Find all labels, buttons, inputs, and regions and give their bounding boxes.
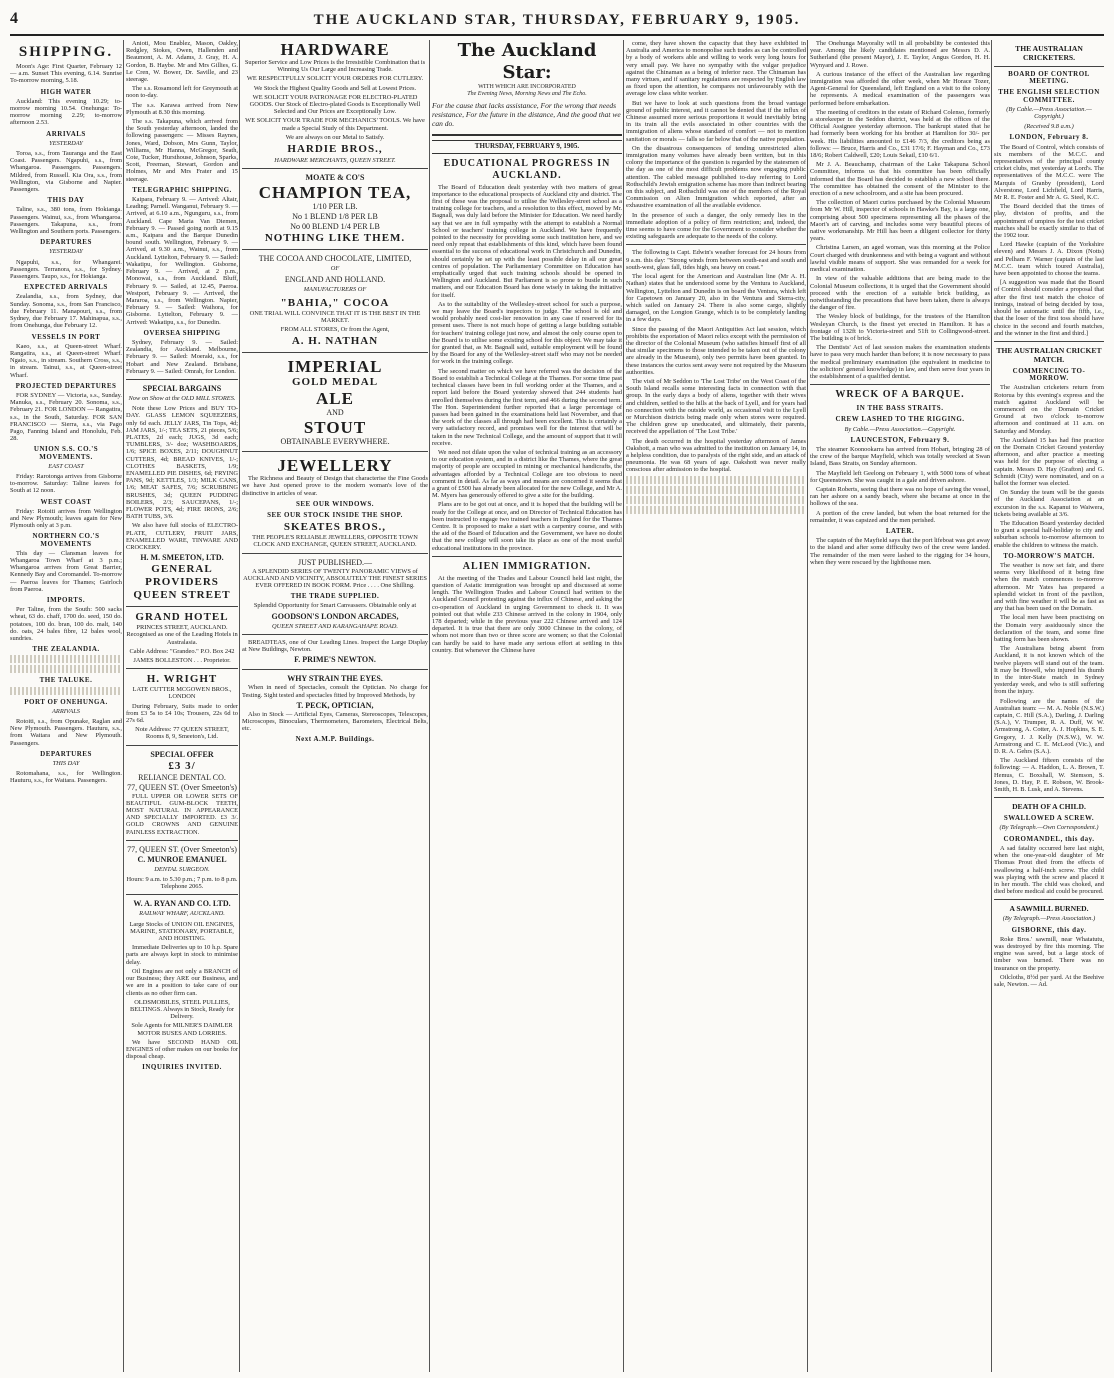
column-advertisements <box>242 40 428 1372</box>
later-heading: LATER. <box>885 526 915 535</box>
skeates-line: THE PEOPLE'S RELIABLE JEWELLERS, OPPOSITE TOWN CLOCK AND EXCHANGE, QUEEN STREET, AUCKLAND. <box>252 534 418 549</box>
sawmill-para: Roke Bros.' sawmill, near Whatatutu, was destroyed by fire this morning. The engine was saved, but a large stock of timber was burned. There was no insurance on the property. <box>994 935 1104 972</box>
jewellery-sub: SEE OUR WINDOWS. <box>295 499 375 508</box>
optician-name: T. PECK, OPTICIAN, <box>296 700 374 710</box>
divider <box>242 168 428 169</box>
death-dateline: COROMANDEL, this day. <box>1003 834 1095 843</box>
this-day-heading: THIS DAY <box>47 196 85 205</box>
star-tagline2: The Evening News, Morning News and The Echo. <box>467 91 587 98</box>
moate-blend2: No 00 BLEND 1/4 PER LB <box>290 222 380 232</box>
high-water-heading: HIGH WATER <box>40 87 92 96</box>
offer-name: RELIANCE DENTAL CO. <box>138 772 226 782</box>
moate-champion: CHAMPION TEA, <box>258 183 412 203</box>
shipping-note: The s.s. Takapuna, which arrived from the South yesterday afternoon, landed the following passengers: — Misses Raynes, Jones, Ward, Dobson, Mrs Gunn, Taylor, Williams, Mr Hanna, McGregor, Seath, Cote, Tucker, Hursthouse, Johnson, Sparks, Scott, Freeman, Stewart, Gordon and Holmes, Mr and Mrs Frater and 15 steerage. <box>126 118 238 183</box>
canvassers-text: Splendid Opportunity for Smart Canvassers. Obtainable only at <box>253 602 417 610</box>
news-para: come, they have shown the capacity that they have exhibited in Australia and America to monopolise such trades as can be controlled by a body of workers able and willing to work very long hours for very small pay. We have no sympathy with the vulgar prejudice against the Chinaman as a being of inferior race. The Chinaman has many virtues, and if sanitary regulations are respected by English law as fixed upon the attention, he compares not unfavourably with the average low class white worker. <box>626 40 806 98</box>
wreck-para: A portion of the crew landed, but when the boat returned for the remainder, it was capsized and the men perished. <box>810 509 990 524</box>
death-para: A sad fatality occurred here last night, when the one-year-old daughter of Mr Thomas Prout died from the effects of swallowing a half-inch screw. The child was playing with the screw and placed it in her mouth. The child was choked, and died before medical aid could be procured. <box>994 844 1104 896</box>
column-rule <box>239 40 240 1372</box>
london-dateline: LONDON, February 8. <box>1009 133 1089 142</box>
cocoa-makers: MANUFACTURERS OF <box>303 286 367 294</box>
west-coast-text: Friday: Rotoiti arrives from Wellington and New Plymouth; leaves again for New Plymouth only at 3 p.m. <box>10 507 122 530</box>
hardware-text: Superior Service and Low Prices is the Irresistible Combination that is Winning Us Our Large and Increasing Trade. <box>244 59 426 74</box>
hotel-cable: Cable Address: "Grandeo." P.O. Box 242 <box>129 647 235 655</box>
news-para: The collection of Maori curios purchased by the Colonial Museum from Mr W. Hill, inspector of schools in Hawke's Bay, is a large one, comprising about 500 specimens representing all the phases of the Maori's art of carving, and includes some very beautiful pieces of native workmanship. Mr Hill has been a diligent collector for thirty years. <box>810 199 990 243</box>
divider <box>994 66 1104 67</box>
munroe-address: 77, QUEEN ST. (Over Smeeton's) <box>127 844 237 854</box>
match-para: The Australian cricketers return from Rotorua by this evening's express and the match against Auckland will be commenced on the Domain Cricket Ground at two o'clock to-morrow afternoon and continued at 11 a.m. on Saturday and Monday. <box>994 384 1104 435</box>
ryan-name: W. A. RYAN AND CO. LTD. <box>133 899 231 909</box>
hardware-text6: We are always on our Metal to Satisfy. <box>285 133 385 141</box>
why-strain: WHY STRAIN THE EYES. <box>287 674 383 684</box>
smeeton-name: H. M. SMEETON, LTD. <box>140 553 224 563</box>
ryan-line: RAILWAY WHARF, AUCKLAND. <box>139 910 225 918</box>
projected-departures-heading: PROJECTED DEPARTURES <box>15 381 117 390</box>
trade-supplied: THE TRADE SUPPLIED. <box>290 592 380 601</box>
received-time: (Received 9.8 a.m.) <box>1024 123 1074 131</box>
cocoa-place: ENGLAND AND HOLLAND. <box>284 275 386 285</box>
hardie-name: HARDIE BROS., <box>287 143 383 156</box>
imperial-line2: GOLD MEDAL <box>291 376 379 389</box>
divider <box>126 606 238 607</box>
sawmill-heading: A SAWMILL BURNED. <box>1009 904 1089 914</box>
shipping-note: The s.s. Karawa arrived from New Plymouth at 8.30 this morning. <box>126 101 238 116</box>
projected-departures-text: FOR SYDNEY — Victoria, s.s., Sunday. Manuka, s.s., February 20. Sonoma, s.s., February 21. FOR LONDON — Rangatira, s.s., in the South, Saturday. FOR SAN FRANCISCO — Sierra, s.s., via Pago Pago, Fanning Island and Honolulu, Feb. 28. <box>10 391 122 443</box>
death-subheading: SWALLOWED A SCREW. <box>1003 814 1095 823</box>
cricketers-heading: THE AUSTRALIAN CRICKETERS. <box>1015 44 1083 62</box>
onehunga-text: Rotoiti, s.s., from Opunake, Raglan and New Plymouth. Passengers. Hauturu, s.s., from Waitara and New Plymouth. Passengers. <box>10 718 122 747</box>
divider <box>994 797 1104 798</box>
news-para: The visit of Mr Seddon to 'The Lost Tribe' on the West Coast of the South Island recalls some interesting facts in connection with that group. In the early days a body of aliens, together with their wives and children, settled to the hills at the back of Lyell, and for years had no connection with the outside world, as occasional visit to the Lyell or Murchison districts being made only when stores were required. The children grew up uneducated, and ultimately, their parents, received the appellation of 'The Lost Tribe.' <box>626 377 806 436</box>
goodson-address: QUEEN STREET AND KARANGAHAPE ROAD. <box>272 622 398 630</box>
onehunga-departures-sub: THIS DAY <box>52 760 80 768</box>
optician-text: Also in Stock — Artificial Eyes, Cameras, Stereoscopes, Telescopes, Microscopes, Binoculars, Thermometers, Barometers, Electrical Belts, etc. <box>242 710 428 733</box>
high-water-text: Auckland: This evening 10.29; to-morrow morning 10.54. Onehunga: To-morrow morning 2.29; to-morrow afternoon 2.53. <box>10 97 122 127</box>
hardware-text3: We Stock the Highest Quality Goods and Sell at Lowest Prices. <box>253 84 417 92</box>
newspaper-title: THE AUCKLAND STAR, THURSDAY, FEBRUARY 9, 1905. <box>313 12 801 28</box>
nathan-name: A. H. NATHAN <box>291 335 379 348</box>
wreck-para: The Mayfield left Geelong on February 1, with 5000 tons of wheat for Queenstown. She was caught in a gale and driven ashore. <box>810 469 990 484</box>
shipping-heading: SHIPPING. <box>18 44 114 60</box>
divider <box>126 894 238 895</box>
match-para: The Education Board yesterday decided to grant a special half-holiday to city and suburban schools to-morrow afternoon to enable the children to witness the match. <box>994 519 1104 549</box>
onehunga-subheading: ARRIVALS <box>52 707 80 715</box>
hotel-description: PRINCES STREET, AUCKLAND. Recognised as one of the Leading Hotels in Australasia. <box>126 624 238 646</box>
hardware-heading: HARDWARE <box>280 40 390 59</box>
column-rule <box>807 40 808 1372</box>
match-heading: THE AUSTRALIAN CRICKET MATCH. <box>996 345 1102 364</box>
death-credit: (By Telegraph.—Own Correspondent.) <box>999 824 1099 832</box>
northern-text: This day — Clansman leaves for Whangaroa Town Wharf at 3 p.m.; Whangaroa arrives from Great Barrier, Kennedy Bay and Coromandel. To-morrow — Paeroa leaves for Thames; Gairloch from Paeroa. <box>10 549 122 593</box>
board-heading: BOARD OF CONTROL MEETING. <box>1008 70 1090 86</box>
expected-arrivals-heading: EXPECTED ARRIVALS <box>24 283 108 292</box>
jewellery-heading: JEWELLERY <box>277 456 393 476</box>
smeeton-line2: PROVIDERS <box>145 576 219 589</box>
text-block <box>626 506 806 514</box>
column-rule <box>991 40 992 1372</box>
optician-address: Next A.M.P. Buildings. <box>295 735 375 744</box>
page-number: 4 <box>10 10 18 27</box>
wright-address: Note Address: 77 QUEEN STREET, Rooms 8, 9, Smeeton's, Ltd. <box>135 726 229 741</box>
departures-heading: DEPARTURES <box>40 238 92 247</box>
divider <box>626 244 806 245</box>
column-shipping-ads <box>126 40 238 1372</box>
text-block <box>10 687 122 695</box>
ryan-text2: Immediate Deliveries up to 10 h.p. Spare parts are always kept in stock to minimise delay. <box>126 944 238 966</box>
star-motto: For the cause that lacks assistance, For the wrong that needs resistance, For the future in the distance, And the good that we can do. <box>432 101 621 129</box>
expected-arrivals-text: Zealandia, s.s., from Sydney, due Sunday. Sonoma, s.s., from San Francisco, due February 11. Manapouri, s.s., from Sydney, due February 17. Mahinapua, s.s., from Onehunga, due February 12. <box>10 293 122 330</box>
news-para: In the presence of such a danger, the only remedy lies in the immediate adoption of a policy of firm restriction; and, indeed, the time seems to have come for the Government to consider whether the existing safeguards are adequate to the needs of the colony. <box>626 211 806 241</box>
oversea-shipping-text: Sydney, February 9. — Sailed: Zealandia, for Auckland. Melbourne, February 9. — Sailed: Moeraki, s.s., for Hobart and New Zealand. Brisbane, February 9. — Sailed: Omrah, for London. <box>126 338 238 375</box>
bahia-stores: FROM ALL STORES, Or from the Agent, <box>280 326 390 334</box>
cocoa-heading: THE COCOA AND CHOCOLATE, LIMITED, <box>258 254 412 264</box>
imperial-line5: STOUT <box>303 418 367 438</box>
education-para: We need not dilate upon the value of technical training as an accessory to our education system, and in a district like the Thames, where the great majority of people are occupied in mining or mechanical handicrafts, the advantages afforded by a Technical College are too obvious to need comment in detail. As far as ways and means are concerned it seems that a grant of £500 has already been allocated for the new College, and Mr A. M. Myers has generously offered to give a site for the building. <box>432 448 622 500</box>
moate-name: MOATE & CO'S <box>305 173 365 183</box>
wreck-subheading2: CREW LASHED TO THE RIGGING. <box>835 415 965 424</box>
column-cricket <box>994 40 1104 1372</box>
education-para: Plans are to be got out at once, and it is hoped that the building will be ready for the College at once, and on Director of Technical Education has been instructed to engage two trained teachers in England for the Thames Centre. It is proposed to make a start with a carpentry course, and with the aid of the Board of Education and the Government, we have no doubt that the new college will soon take its place as one of the most useful educational institutions in the province. <box>432 501 622 552</box>
this-day-text: Taline, s.s., 380 tons, from Hokianga. Passengers. Wainui, s.s., from Whangaroa. Passengers. Takapuna, s.s., from Wellington and Southern ports. Passengers. <box>10 206 122 236</box>
taluke-heading: THE TALUKE. <box>39 676 93 685</box>
news-para: The local agent for the American and Australian line (Mr A. H. Nathan) states that he understood some by the Ventura to Auckland, Wellington, Lyttelton and Dunedin is on board the Ventura, which left for Capetown on January 20, also in the Ventura and Sierra-city, which sailed on January 24. There is also some cargo, slightly damaged, on the Longton Grange, which is to be completely landing in a few days. <box>626 273 806 324</box>
text-block <box>10 665 122 673</box>
imperial-line6: OBTAINABLE EVERYWHERE. <box>280 437 390 447</box>
sawmill-credit: (By Telegraph.—Press Association.) <box>1002 915 1096 923</box>
later-para: The captain of the Mayfield says that the port lifeboat was got away to the island and after some difficulty two of the crew were landed. The remainder of the men were lashed to the rigging for 34 hours, when they were rescued by the lighthouse men. <box>810 537 990 566</box>
nothing-like-them: NOTHING LIKE THEM. <box>264 232 406 245</box>
wreck-subheading: IN THE BASS STRAITS. <box>856 404 944 413</box>
bahia-trial: ONE TRIAL WILL CONVINCE THAT IT IS THE BEST IN THE MARKET. <box>249 309 421 324</box>
divider <box>994 341 1104 342</box>
bargains-heading: SPECIAL BARGAINS <box>142 383 222 393</box>
union-movements-heading: UNION S.S. CO.'S MOVEMENTS. <box>33 445 99 461</box>
weather-forecast: The following is Capt. Edwin's weather forecast for 24 hours from 9 a.m. this day: "Strong winds from between south-east and south and south-west, glass fall, tides high, sea heavy on coast." <box>626 249 806 271</box>
news-para: Mr J. A. Beauchamp, chairman of the Lake Takapuna School Committee, informs us that his committee has been officially informed that the Board has decided to establish a new school there. The committee has obtained the consent of the Minister to the erection of a new schoolroom, and a site has been procured. <box>810 161 990 198</box>
bargains-subheading: Now on Show at the OLD MILL STORES. <box>128 394 236 402</box>
hardware-text5: WE SOLICIT YOUR TRADE FOR MECHANICS' TOOLS. We have made a Special Study of this Department. <box>245 117 425 132</box>
divider <box>126 840 238 841</box>
wright-line: LATE CUTTER MCGOWEN BROS., LONDON <box>132 686 232 701</box>
tomorrow-para: The Australians being absent from Auckland, it is not known which of the twelve players will stand out of the team. It may be Howell, who injured his thumb in the inter-State match in Sydney yesterday week, and who is still suffering from the injury. <box>994 645 1104 696</box>
news-para: On the disastrous consequences of tending unrestricted alien immigration many volumes have already been written, but in this colony the importance of the question is regarded by the statesmen of the day as one of the most difficult problems now engaging public attention. The cabled message published to-day referring to Lord Rothschild's Jewish emigration scheme has more than indirect bearing on this subject, and Rothschild was one of the members of the Royal Commission on Alien Immigration which reported, after an exhaustive examination of all the available evidence. <box>626 144 806 210</box>
divider <box>126 668 238 669</box>
munroe-title: DENTAL SURGEON. <box>154 865 210 873</box>
west-coast-heading: WEST COAST <box>40 497 92 506</box>
offer-heading: SPECIAL OFFER <box>150 749 214 759</box>
why-text: When in need of Spectacles, consult the Optician. No charge for Testing. Sight tested and spectacles fitted by Improved Methods, by <box>242 684 428 699</box>
divider <box>432 556 622 557</box>
column-shipping <box>10 40 122 1372</box>
milner-text2: We have SECOND HAND OIL ENGINES of other makes on our books for disposal cheap. <box>126 1038 238 1061</box>
wreck-heading: WRECK OF A BARQUE. <box>835 389 965 401</box>
cable-credit: (By Cable.—Press Association.—Copyright.) <box>1006 105 1092 121</box>
alien-heading: ALIEN IMMIGRATION. <box>462 560 592 572</box>
column-rule <box>429 40 430 1372</box>
column-editorial <box>432 40 622 1372</box>
wright-text: During February, Suits made to order from £3 5s to £4 10s; Trousers, 22s 6d to 27s 6d. <box>126 702 238 725</box>
match-para: The Auckland 15 has had fine practice on the Domain Cricket Ground yesterday afternoon, and after practice a meeting was held for the purpose of electing a captain. Messrs D. Hay (Grafton) and G. Schmidt (City) were nominated, and on a ballot the former was elected. <box>994 436 1104 487</box>
match-para: On Sunday the team will be the guests of the Auckland Association at an excursion in the s.s. Kapanui to Waiwera, tickets being available at 3/6. <box>994 489 1104 518</box>
news-para: The meeting of creditors in the estate of Richard Colenso, formerly a storekeeper in the Seddon district, was held at the offices of the Official Assignee yesterday afternoon. The bankrupt stated that he had formerly been working for his brother at Hamilton for 30/- per week. His liabilities amounted to £146 7/3, the creditors being as follows: — Bruce, Harris and Co., £31 17/6; F. Hayman and Co., £73 18/6; Robert Caldwell, £20; Louis Sekail, £10 6/1. <box>810 108 990 160</box>
moate-blend1: No 1 BLEND 1/8 PER LB <box>292 212 378 222</box>
imports-text: Per Taline, from the South: 500 sacks wheat, 63 do. chaff, 1700 do. seed, 150 do. potatoes, 100 do. bran, 100 do. malt, 140 do. oats, 24 bales fibre, 12 bales wool, sundries. <box>10 606 122 643</box>
inquiries-invited: INQUIRIES INVITED. <box>142 1063 222 1072</box>
offer-address: 77, QUEEN ST. (Over Smeeton's) <box>127 782 237 792</box>
onehunga-departures-heading: DEPARTURES <box>40 749 92 758</box>
column-rule <box>623 40 624 1372</box>
munroe-name: C. MUNROE EMANUEL <box>137 854 227 864</box>
moate-price: 1/10 PER LB. <box>312 202 358 212</box>
column-rule <box>123 40 124 1372</box>
selection-heading: THE ENGLISH SELECTION COMMITTEE. <box>998 88 1100 104</box>
arrivals-heading: ARRIVALS <box>46 129 86 138</box>
tomorrow-heading: TO-MORROW'S MATCH. <box>1003 551 1095 560</box>
education-para: The Board of Education dealt yesterday with two matters of great importance to the educational prospects of Auckland city and district. The first of these was the proposal to utilise the Wellesley-street school as a training college for teachers, and a resolution to this effect, moved by Mr. Bagnall, was duly laid before the Minister for Education. We need hardly say that we are in full sympathy with the attempt to establish a Normal School or teachers' training college in Auckland. We have frequently pointed to the necessity for providing some such institution here, and we need only repeat that establishments of this kind, which have been found essential to the success of educational work in Christchurch and Dunedin, should certainly be set up with the least possible delay in all our great centres of population. The Parliamentary Committee on Education has emphatically urged that such training schools should be opened in Wellington and Auckland. But Parliament is so prone to bustle in such matters, and our Education Board has done wisely in taking the initiative for itself. <box>432 183 622 299</box>
masthead <box>10 6 1104 36</box>
text-block <box>626 476 806 484</box>
hardie-line: HARDWARE MERCHANTS, QUEEN STREET. <box>274 157 396 165</box>
divider <box>126 745 238 746</box>
bargains-foot: We also have full stocks of ELECTRO-PLATE, CUTLERY, FRUIT JARS, ENAMELLED WARE, TINWARE AND CROCKERY. <box>126 522 238 551</box>
smeeton-address: QUEEN STREET <box>133 589 231 602</box>
tomorrow-para: The local men have been practising on the Domain very assiduously since the declaration of the team, and some fine batting form has been shown. <box>994 614 1104 644</box>
divider <box>126 379 238 380</box>
wreck-para: Captain Roberts, seeing that there was no hope of saving the vessel, ran her ashore on a sandy beach, where she became at once in the hollows of the sea. <box>810 485 990 508</box>
departures-text: Ngapuhi, s.s., for Whangarei. Passengers. Terranora, s.s., for Sydney. Passengers. Taupo, s.s., for Hokianga. <box>10 258 122 281</box>
imperial-line3: ALE <box>316 389 354 409</box>
telegraphic-shipping-text: Kaipara, February 9. — Arrived: Altair, Leading; Parnell. Wanganui, February 9. — Arrived, at 6.10 a.m., Ngunguru, s.s., from Auckland. Cape Maria Van Diemen, February 9. — Passed going north at 9.15 a.m., Kaipara and the Barque Dunedin bound south. Wellington, February 9. — Arrived, at 9.30 a.m., Wainui, s.s., from Auckland. Lyttelton, February 9. — Sailed: Wakatipu, for Wellington. Gisborne, February 9. — Arrived, at 2 p.m., Monowai, s.s., from Auckland. Bluff, February 9. — Sailed, at 12.45, Paeroa. Westport, February 9. — Arrived, the Mararoa, s.s., from Wellington. Napier, February 9. — Sailed: Waihora, for Gisborne. Lyttelton, February 9. — Arrived: Wakatipu, s.s., for Dunedin. <box>126 196 238 326</box>
cricket-note: [A suggestion was made that the Board of Control should consider a proposal that after the first test match the choice of innings, instead of being decided by toss, should be automatic until the fifth, i.e., that the loser of the first toss should have choice in the second and fourth matches, and the winner in the first and third.] <box>994 279 1104 337</box>
news-para: A curious instance of the effect of the Australian law regarding immigration was afforded the other week, when Mr Horace Tozer, Agent-General for Queensland, left England on a visit to the colony he represents. A medical examination of the passengers was performed before embarkation. <box>810 70 990 107</box>
oldsmobile-text: OLDSMOBILES, STEEL PULLIES, BELTINGS. Always in Stock, Ready for Delivery. <box>130 998 234 1021</box>
divider <box>242 634 428 635</box>
match-subheading: COMMENCING TO-MORROW. <box>1012 366 1086 383</box>
skeates-name: SKEATES BROS., <box>283 521 387 534</box>
union-subheading: EAST COAST <box>48 462 84 470</box>
ryan-text3: Oil Engines are not only a BRANCH of our Business; they ARE our Business, and we are in a position to take care of our clients as no other firm can. <box>126 967 238 997</box>
sawmill-ad: Oilcloths, 8½d per yard. At the Beehive sale, Newton. — Ad. <box>994 973 1104 988</box>
port-onehunga-heading: PORT OF ONEHUNGA. <box>24 697 108 706</box>
jewellery-text2: SEE OUR STOCK INSIDE THE SHOP. <box>267 511 403 520</box>
alien-para: At the meeting of the Trades and Labour Council held last night, the question of Asiatic immigration was brought up and discussed at some length. The Wellington Trades and Labour Council had written to the Auckland Council protesting against the influx of Chinese, and asking the co-operation of Auckland in urging Government to check it. It was pointed out that while 233 Chinese arrived in the colony in 1904, only 178 departed; while in the previous year 222 Chinese arrived and 124 departed. It is true that there are only 3000 Chinese in the colony, of whom not more than two or three score are women; so that the Colonial can hardly be said to have made any serious effort at settling in this country. But whenever the Chinese have <box>432 574 622 654</box>
cricket-para: The Board of Control, which consists of six members of the M.C.C. and representatives of the principal county cricket clubs, met yesterday at Lord's. The representatives of the M.C.C. were The Marquis of Granby (president), Lord Alverstone, Lord Lichfield, Lord Harris, Mr R. E. Foster and Mr A. G. Steel, K.C. <box>994 143 1104 202</box>
sun-moon-text: Moon's Age: First Quarter, February 12 — a.m. Sunset This evening, 6.14. Sunrise To-morrow morning, 5.18. <box>10 63 122 85</box>
hotel-name: GRAND HOTEL <box>135 611 229 624</box>
news-para: The Wesley block of buildings, for the trustees of the Hamilton Wesleyan Church, is the finest yet erected in Hamilton. It has a frontage of 132ft to Victoria-street and 51ft to Collingwood-street. The building is of brick. <box>810 313 990 342</box>
news-para: Christina Larsen, an aged woman, was this morning at the Police Court charged with drunkenness and with being a vagrant and without lawful visible means of support. She was remanded for a week for medical examination. <box>810 244 990 274</box>
passenger-list: Anioti, Mou Enablez, Mason, Oakley, Redgley, Stokes, Owen, Hallenden and Beaumont, A. M. Adams, J. Gray, H. A. Gordon, B. Haybe. Mr and Mrs Gillies, G. Le Cren, W. Bower, Dr. Saville, and 23 steerage. <box>126 40 238 84</box>
tomorrow-para: Following are the names of the Australian team: — M. A. Noble (N.S.W.) captain, C. Hill (S.A.), Darling, J. Darling (S.A.), V. Trumper, R. A. Duff, W. W. Armstrong, A. Cotter, A. J. Hopkins, S. E. Gregory, J. J. Kelly (N.S.W.), W. W. Armstrong and C. E. McLeod (Vic.), and D. R. A. Gehrs (S.A.). <box>994 697 1104 756</box>
imperial-line1: IMPERIAL <box>287 357 383 377</box>
breadteas-text: BREADTEAS, one of Our Leading Lines. Inspect the Large Display at New Buildings, Newton. <box>242 638 428 654</box>
news-para: The Onehunga Mayoralty will in all probability be contested this year. Among the likely candidates mentioned are Messrs D. A. Sutherland (the present Mayor), J. E. Taylor, Angus Gordon, H. H. Wynyard and J. Rowe. <box>810 40 990 69</box>
cocoa-of: OF <box>330 265 340 273</box>
divider <box>994 899 1104 900</box>
education-heading: EDUCATIONAL PROGRESS IN AUCKLAND. <box>443 157 611 181</box>
divider <box>242 553 428 554</box>
union-text: Friday: Rarotonga arrives from Gisborne to-morrow. Saturday: Taline leaves for South at 12 noon. <box>10 472 122 495</box>
ryan-text: Large Stocks of UNION OIL ENGINES, MARINE, STATIONARY, PORTABLE, AND HOISTING. <box>129 920 235 943</box>
news-para: Since the passing of the Maori Antiquities Act last session, which prohibits the exportation of Maori relics except with the permission of the director of the Colonial Museum (who satisfies himself first of all that similar specimens to those intended to be taken out of the colony are already in the Museum), only two permits have been granted. In these instances the curios sent away were not required by the Museum authorities. <box>626 325 806 376</box>
vessels-in-port-heading: VESSELS IN PORT <box>31 332 101 341</box>
cricket-para: The Board decided that the times of play, division of profits, and the appointment of umpires for the test cricket matches shall be exactly similar to that of the 1902 tour. <box>994 203 1104 240</box>
vessels-in-port-text: Kaeo, s.s., at Queen-street Wharf. Rangatira, s.s., at Queen-street Wharf. Ngaio, s.s., in stream. Southern Cross, s.s., in stream. Tainui, s.s., at Queen-street Wharf. <box>10 342 122 379</box>
news-para: In view of the valuable additions that are being made to the Colonial Museum collections, it is urged that the Government should proceed with the erection of a suitable brick building, as notwithstanding the precautions that have been taken, there is always the danger of fire. <box>810 275 990 312</box>
column-news <box>626 40 806 1372</box>
wright-name: H. WRIGHT <box>146 673 218 686</box>
milner-text: Sole Agents for MILNER'S DAIMLER MOTOR BUSES AND LORRIES. <box>131 1022 233 1037</box>
death-heading: DEATH OF A CHILD. <box>1012 802 1086 812</box>
just-published-text: A SPLENDID SERIES OF TWENTY PANORAMIC VIEWS of AUCKLAND AND VICINITY, ABSOLUTELY THE FINEST SERIES EVER OFFERED IN BOOK FORM. Price . . . . One Shilling. <box>243 567 427 590</box>
wreck-para: The steamer Koonookarra has arrived from Hobart, bringing 28 of the crew of the barque Mayfield, which was totally wrecked at Swan Island, Bass Straits, on Sunday afternoon. <box>810 445 990 468</box>
divider <box>242 669 428 670</box>
cricket-para: Lord Hawke (captain of the Yorkshire eleven) and Messrs J. A. Dixon (Notts) and Pelham F. Warner (captain of the last M.C.C. team which toured Australia), have been appointed to choose the teams. <box>994 241 1104 278</box>
education-para: As to the suitability of the Wellesley-street school for such a purpose, we may leave the Board's inspectors to judge. The school is old and would probably need cost-lier renovation in any case if reserved for its present uses. There is not much hope of getting a large building suitable for teachers' training college just now, and almost the only course open to the Board is to utilise some existing school for this object. We may take it for granted that, as Mr. Bagnall said, suitable employment will be found by the Board for any of the Wellesley-street staff who may not be needed for work in the training college. <box>432 300 622 366</box>
sawmill-dateline: GISBORNE, this day. <box>1011 925 1087 934</box>
imperial-line4: AND <box>326 408 344 418</box>
arrivals-text: Toroa, s.s., from Tauranga and the East Coast. Passengers. Ngapuhi, s.s., from Whangaroa. Passengers. Passengers. Mildred, from Russell. Kia Ora, s.s., from Wellington, via Gisborne and Napier. Passengers. <box>10 150 122 194</box>
text-block <box>626 496 806 504</box>
oversea-shipping-heading: OVERSEA SHIPPING <box>143 328 221 337</box>
zealandia-heading: THE ZEALANDIA. <box>32 645 100 654</box>
shipping-note: The s.s. Rosamond left for Greymouth at noon to-day. <box>126 85 238 100</box>
hotel-proprietor: JAMES BOLLESTON . . . Proprietor. <box>133 657 231 665</box>
newspaper-masthead-block <box>432 40 622 136</box>
tomorrow-para: The Auckland fifteen consists of the following: — A. Haddon, L. A. Brown, T. Hemus, C. Boxshall, W. Stemson, S. Jones, D. Hay, P. E. Robson, W. Brook-Smith, H. B. Lusk, and A. Stevens. <box>994 757 1104 794</box>
telegraphic-shipping-heading: TELEGRAPHIC SHIPPING. <box>132 185 232 194</box>
imports-heading: IMPORTS. <box>46 596 86 604</box>
editorial-dateline: THURSDAY, FEBRUARY 9, 1905. <box>432 140 622 153</box>
offer-text: FULL UPPER OR LOWER SETS OF BEAUTIFUL GUM-BLOCK TEETH, MOST NATURAL IN APPEARANCE AND SPECIALLY IMPORTED. £3 3/. GOLD CROWNS AND GENUINE PAINLESS EXTRACTION. <box>126 792 238 836</box>
hardware-text4: WE SOLICIT YOUR PATRONAGE FOR ELECTRO-PLATED GOODS. Our Stock of Electro-plated Goods is Exceptionally Well Selected and Our Prices are Exceptionally Low. <box>249 93 421 116</box>
just-published: JUST PUBLISHED.— <box>297 557 373 567</box>
star-name: The Auckland Star: <box>457 40 597 83</box>
hardware-text2: WE RESPECTFULLY SOLICIT YOUR ORDERS FOR CUTLERY. <box>246 75 424 83</box>
education-para: The second matter on which we have referred was the decision of the Board to establish a Technical College at the Thames. For some time past technical classes have been in full working order at the Thames, and a report laid before the Board yesterday showed that 244 students had enrolled themselves during the first term, and 466 during the second term. The Hon. Superintendent further reported that a large percentage of passes had been gained in the examinations held last November, and that the work of the classes all through had been excellent. This is certainly a very satisfactory record, and promises well for the interest that will be taken in the new Technical College, and the amount of support that it will receive. <box>432 367 622 447</box>
divider <box>242 249 428 250</box>
news-para: The Dentists' Act of last session makes the examination students have to pass very much harder than before; it is now necessary to pass the medical preliminary examination (the equivalent in medicine to the solicitors' general knowledge) in law, and then serve four years in the establishment of a qualified dentist. <box>810 344 990 380</box>
tomorrow-para: The weather is now set fair, and there seems very likelihood of it being fine when the match commences to-morrow afternoon. Mr Yates has prepared a splendid wicket in front of the pavilion, and with fine weather it will be as fast as any that has been used on the Domain. <box>994 561 1104 613</box>
text-block <box>626 486 806 494</box>
bahia-cocoa: "BAHIA," COCOA <box>280 296 390 309</box>
jewellery-text: The Richness and Beauty of Design that characterise the Fine Goods we have Just opened prove to the modern woman's love of the distinctive in articles of wear. <box>242 475 428 497</box>
wreck-dateline: LAUNCESTON, February 9. <box>850 435 950 444</box>
onehunga-departures-text: Rotomahana, s.s., for Wellington. Hauturu, s.s., for Waitara. Passengers. <box>10 770 122 785</box>
departures-subheading: YESTERDAY <box>49 248 83 256</box>
column-local-news <box>810 40 990 1372</box>
divider <box>242 352 428 353</box>
text-block <box>10 655 122 663</box>
news-para: The death occurred in the hospital yesterday afternoon of James Oakshott, a man who was admitted to the institution on January 14, in a helpless condition, due to paralysis of the right side, and an attack of pneumonia. He was 68 years of age. Oakshott was never really conscious after admission to the hospital. <box>626 437 806 474</box>
divider <box>810 384 990 385</box>
arrivals-subheading: YESTERDAY <box>49 139 83 147</box>
prime-name: F. PRIME'S NEWTON. <box>294 655 376 665</box>
northern-movements-heading: NORTHERN CO.'S MOVEMENTS <box>32 532 100 548</box>
bargains-text: Note these Low Prices and BUY TO-DAY. GLASS LEMON SQUEEZERS, only 6d each. JELLY JARS, Tin Tops, 4d; JAM JARS, 1/-; TEA SETS, 21 pieces, 5/6; PLATES, 2d each; JUGS, 3d each; TUMBLERS, 3/- doz; WASHBOARDS, 1/6; SPICE BOXES, 2/11; DOUGHNUT CUTTERS, 4d; BREAD KNIVES, 1/-; CLOTHES BASKETS, 1/9; ENAMELLED PIE DISHES, 6d; FRYING PANS, 9d; KETTLES, 1/3; MILK CANS, 1/6; MEAT SAFES, 7/6; SCRUBBING BRUSHES, 3d; QUEEN PUDDING BOILERS, 2/3; SAUCEPANS, 1/-; FLOWER POTS, 4d; FIRE IRONS, 2/6; BATH TUBS, 3/6. <box>126 405 238 521</box>
munroe-hours: Hours: 9 a.m. to 5.30 p.m.; 7 p.m. to 8 p.m. Telephone 2065. <box>126 876 238 891</box>
news-para: But we have to look at such questions from the broad vantage ground of public interest, and it cannot be denied that if the influx of Chinese assumed more serious proportions it would inevitably bring in its train all the evils associated in other countries with the immigration of aliens whose standard of comfort — not to mention sanitation or morals — falls so far below that of the native population. <box>626 99 806 143</box>
smeeton-line1: GENERAL <box>151 563 213 576</box>
wreck-credit: By Cable.—Press Association.—Copyright. <box>844 425 956 433</box>
goodson-name: GOODSON'S LONDON ARCADES, <box>271 611 399 621</box>
offer-price: £3 3/ <box>168 759 196 772</box>
divider <box>242 451 428 452</box>
star-tagline: WITH WHICH ARE INCORPORATED <box>478 84 576 90</box>
